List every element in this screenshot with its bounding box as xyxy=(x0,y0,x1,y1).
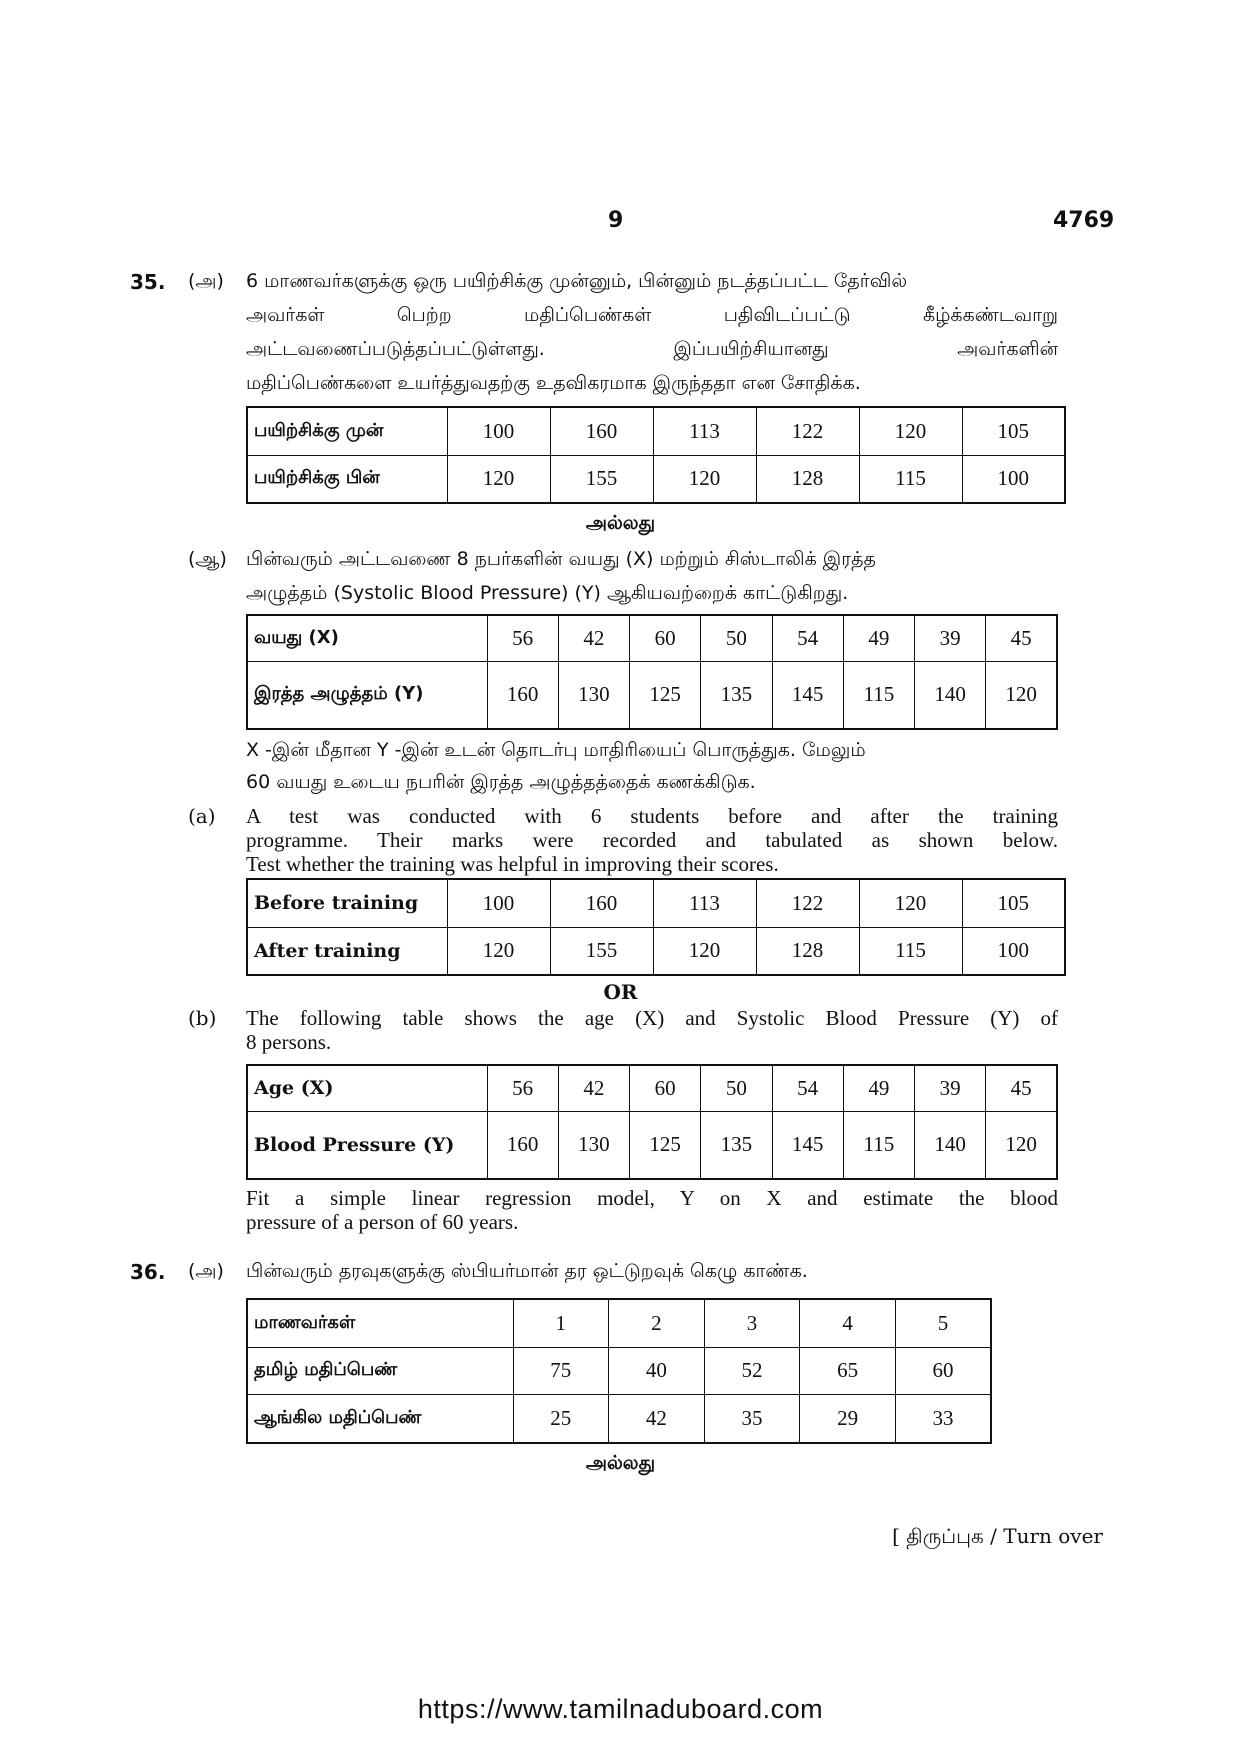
table-cell: 120 xyxy=(447,455,550,503)
table-cell: 145 xyxy=(772,661,843,729)
table-cell: 120 xyxy=(986,1111,1057,1179)
table-cell: 100 xyxy=(447,407,550,455)
q35-ta-bp-table xyxy=(246,614,1058,730)
table-cell: 105 xyxy=(962,407,1065,455)
row-label: இரத்த அழுத்தம் (Y) xyxy=(247,661,487,729)
table-cell: 115 xyxy=(859,455,962,503)
table-cell: 49 xyxy=(843,615,914,661)
table-cell: 100 xyxy=(962,455,1065,503)
table-cell: 113 xyxy=(653,407,756,455)
table-row xyxy=(247,1395,991,1443)
row-label: Before training xyxy=(247,879,447,927)
table-cell: 54 xyxy=(772,1065,843,1111)
table-cell: 50 xyxy=(701,615,772,661)
or-divider-en: OR xyxy=(603,980,638,1004)
table-cell: 130 xyxy=(558,661,629,729)
table-cell: 155 xyxy=(550,455,653,503)
q35-en-b-instructions xyxy=(246,1186,1058,1234)
table-cell: 39 xyxy=(915,1065,986,1111)
table-cell: 2 xyxy=(609,1299,705,1347)
q35-en-bp-table xyxy=(246,1064,1058,1180)
table-cell: 50 xyxy=(701,1065,772,1111)
table-cell: 45 xyxy=(986,1065,1057,1111)
table-cell: 1 xyxy=(513,1299,609,1347)
table-row xyxy=(247,879,1065,927)
table-cell: 3 xyxy=(704,1299,800,1347)
q35-en-a-label: (a) xyxy=(188,804,216,828)
text-line: அவர்கள் பெற்ற மதிப்பெண்கள் பதிவிடப்பட்டு கீழ்க்கண்டவாறு xyxy=(246,304,1058,326)
table-cell: 35 xyxy=(704,1395,800,1443)
row-label: மாணவர்கள் xyxy=(247,1299,513,1347)
q35-ta-marks-table xyxy=(246,406,1066,504)
table-cell: 42 xyxy=(609,1395,705,1443)
text-line: pressure of a person of 60 years. xyxy=(246,1210,519,1234)
text-line: A test was conducted with 6 students before and after the training xyxy=(246,804,1058,828)
table-cell: 42 xyxy=(558,1065,629,1111)
table-cell: 155 xyxy=(550,927,653,975)
text-line: 6 மாணவர்களுக்கு ஒரு பயிற்சிக்கு முன்னும், பின்னும் நடத்தப்பட்ட தேர்வில் xyxy=(246,270,908,292)
text-line: Test whether the training was helpful in improving their scores. xyxy=(246,852,779,876)
text-line: அழுத்தம் (Systolic Blood Pressure) (Y) ஆகியவற்றைக் காட்டுகிறது. xyxy=(246,582,849,604)
text-line: மதிப்பெண்களை உயர்த்துவதற்கு உதவிகரமாக இருந்ததா என சோதிக்க. xyxy=(246,372,861,394)
table-cell: 120 xyxy=(859,407,962,455)
row-label: After training xyxy=(247,927,447,975)
table-cell: 160 xyxy=(487,1111,558,1179)
table-cell: 120 xyxy=(986,661,1057,729)
table-cell: 125 xyxy=(630,661,701,729)
table-cell: 75 xyxy=(513,1347,609,1394)
turn-over-note: [ திருப்புக / Turn over xyxy=(892,1524,1103,1548)
text-line: Fit a simple linear regression model, Y on X and estimate the blood xyxy=(246,1186,1058,1210)
q35-en-marks-table xyxy=(246,878,1066,976)
table-cell: 4 xyxy=(800,1299,896,1347)
table-cell: 29 xyxy=(800,1395,896,1443)
or-divider-q36: அல்லது xyxy=(585,1452,656,1474)
table-cell: 122 xyxy=(756,879,859,927)
q35-ta-a-label: (அ) xyxy=(188,270,224,292)
table-cell: 65 xyxy=(800,1347,896,1394)
table-cell: 25 xyxy=(513,1395,609,1443)
table-cell: 100 xyxy=(962,927,1065,975)
table-cell: 100 xyxy=(447,879,550,927)
table-row xyxy=(247,927,1065,975)
text-line: 8 persons. xyxy=(246,1030,332,1054)
table-cell: 140 xyxy=(915,661,986,729)
q35-en-b-label: (b) xyxy=(188,1006,217,1030)
q35-ta-b-text xyxy=(246,542,1058,610)
q35-ta-a-text xyxy=(246,264,1058,400)
table-row xyxy=(247,1299,991,1347)
table-row xyxy=(247,1065,1057,1111)
q35-en-a-text xyxy=(246,804,1058,876)
table-cell: 160 xyxy=(487,661,558,729)
table-cell: 122 xyxy=(756,407,859,455)
table-cell: 60 xyxy=(895,1347,991,1394)
table-cell: 56 xyxy=(487,615,558,661)
table-cell: 60 xyxy=(630,1065,701,1111)
or-divider-ta: அல்லது xyxy=(585,512,656,534)
row-label: தமிழ் மதிப்பெண் xyxy=(247,1347,513,1394)
q36-ta-a-text: பின்வரும் தரவுகளுக்கு ஸ்பியர்மான் தர ஒட்டுறவுக் கெழு காண்க. xyxy=(246,1260,808,1282)
table-cell: 120 xyxy=(447,927,550,975)
table-cell: 120 xyxy=(653,455,756,503)
row-label: Age (X) xyxy=(247,1065,487,1111)
table-cell: 60 xyxy=(630,615,701,661)
table-cell: 130 xyxy=(558,1111,629,1179)
row-label: ஆங்கில மதிப்பெண் xyxy=(247,1395,513,1443)
table-cell: 52 xyxy=(704,1347,800,1394)
table-row xyxy=(247,1347,991,1394)
table-cell: 120 xyxy=(653,927,756,975)
table-row xyxy=(247,455,1065,503)
table-cell: 42 xyxy=(558,615,629,661)
text-line: The following table shows the age (X) and Systolic Blood Pressure (Y) of xyxy=(246,1006,1058,1030)
question-number-35: 35. xyxy=(130,270,166,294)
table-cell: 135 xyxy=(701,1111,772,1179)
text-line: programme. Their marks were recorded and tabulated as shown below. xyxy=(246,828,1058,852)
text-line: 60 வயது உடைய நபரின் இரத்த அழுத்தத்தைக் கணக்கிடுக. xyxy=(246,771,756,793)
q35-en-b-text xyxy=(246,1006,1058,1054)
table-cell: 128 xyxy=(756,455,859,503)
text-line: X -இன் மீதான Y -இன் உடன் தொடர்பு மாதிரியைப் பொருத்துக. மேலும் xyxy=(246,739,866,761)
table-cell: 128 xyxy=(756,927,859,975)
table-cell: 115 xyxy=(843,661,914,729)
text-line: பின்வரும் அட்டவணை 8 நபர்களின் வயது (X) மற்றும் சிஸ்டாலிக் இரத்த xyxy=(246,548,876,570)
table-cell: 113 xyxy=(653,879,756,927)
q36-rank-table xyxy=(246,1298,992,1444)
table-cell: 54 xyxy=(772,615,843,661)
table-cell: 49 xyxy=(843,1065,914,1111)
q36-ta-a-label: (அ) xyxy=(188,1260,224,1282)
paper-code: 4769 xyxy=(1053,208,1115,233)
table-cell: 160 xyxy=(550,407,653,455)
table-cell: 56 xyxy=(487,1065,558,1111)
table-cell: 140 xyxy=(915,1111,986,1179)
table-cell: 105 xyxy=(962,879,1065,927)
row-label: Blood Pressure (Y) xyxy=(247,1111,487,1179)
table-row xyxy=(247,1111,1057,1179)
table-cell: 125 xyxy=(630,1111,701,1179)
page-number: 9 xyxy=(608,208,624,233)
q35-ta-b-instructions xyxy=(246,734,1058,798)
row-label: வயது (X) xyxy=(247,615,487,661)
row-label: பயிற்சிக்கு பின் xyxy=(247,455,447,503)
table-cell: 39 xyxy=(915,615,986,661)
q35-ta-b-label: (ஆ) xyxy=(188,548,227,570)
table-cell: 160 xyxy=(550,879,653,927)
footer-url-link[interactable]: https://www.tamilnaduboard.com xyxy=(417,1694,824,1724)
table-cell: 33 xyxy=(895,1395,991,1443)
row-label: பயிற்சிக்கு முன் xyxy=(247,407,447,455)
table-row xyxy=(247,407,1065,455)
table-row xyxy=(247,661,1057,729)
table-cell: 145 xyxy=(772,1111,843,1179)
table-cell: 115 xyxy=(859,927,962,975)
table-cell: 40 xyxy=(609,1347,705,1394)
table-row xyxy=(247,615,1057,661)
question-number-36: 36. xyxy=(130,1260,166,1284)
table-cell: 45 xyxy=(986,615,1057,661)
text-line: அட்டவணைப்படுத்தப்பட்டுள்ளது. இப்பயிற்சியானது அவர்களின் xyxy=(246,338,1058,360)
table-cell: 120 xyxy=(859,879,962,927)
table-cell: 5 xyxy=(895,1299,991,1347)
table-cell: 135 xyxy=(701,661,772,729)
table-cell: 115 xyxy=(843,1111,914,1179)
